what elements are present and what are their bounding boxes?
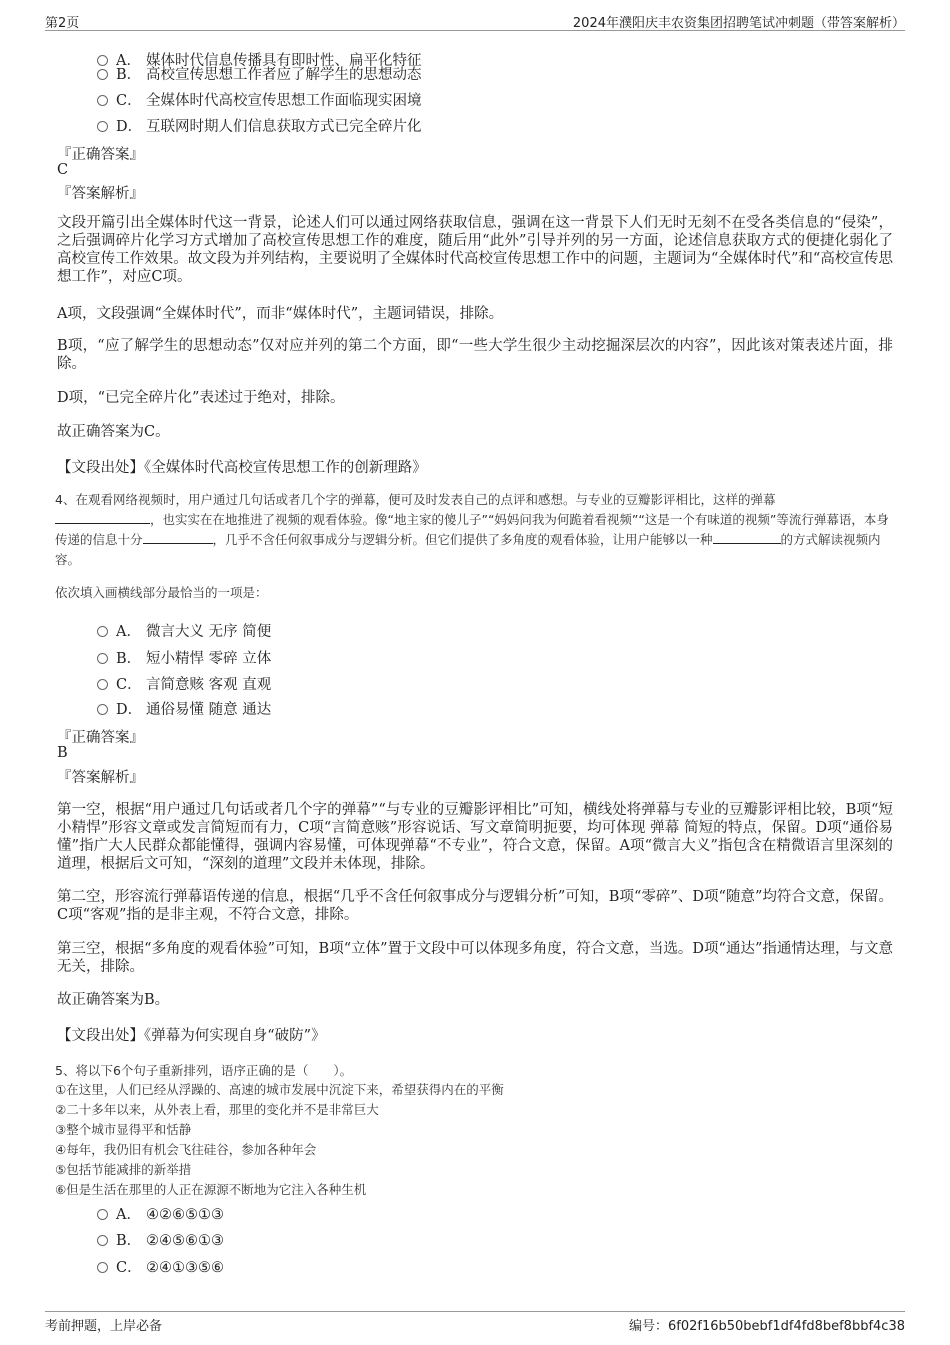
radio-icon[interactable] <box>97 1209 108 1220</box>
radio-icon[interactable] <box>97 69 108 80</box>
document-title: 2024年濮阳庆丰农资集团招聘笔试冲刺题（带答案解析） <box>572 16 905 31</box>
page-number: 第2页 <box>45 16 80 31</box>
q3-analysis-paragraph: A项，文段强调“全媒体时代”，而非“媒体时代”，主题词错误，排除。 <box>57 306 504 322</box>
q5-sentence: ⑥但是生活在那里的人正在源源不断地为它注入各种生机 <box>55 1182 367 1197</box>
q3-option-b[interactable]: B． 高校宣传思想工作者应了解学生的思想动态 <box>97 63 422 84</box>
q3-analysis-paragraph: 文段开篇引出全媒体时代这一背景，论述人们可以通过网络获取信息，强调在这一背景下人们无时无刻不在受各类信息的“侵染”，之后强调碎片化学习方式增加了高校宣传思想工作的难度，随后用“此外”引导并列的另一方面，论述信息获取方式的便捷化弱化了高校宣传工作效果。故文段为并列结构，主要说明了全媒体时代高校宣传思想工作中的问题，主题词为“全媒体时代”和“高校宣传思想工作”，对应C项。 <box>57 215 893 285</box>
option-text: 高校宣传思想工作者应了解学生的思想动态 <box>146 67 422 83</box>
q4-option-b[interactable]: B． 短小精悍 零碎 立体 <box>97 647 271 668</box>
q3-analysis-paragraph: D项，“已完全碎片化”表述过于绝对，排除。 <box>57 390 345 406</box>
q4-answer: B <box>57 745 68 761</box>
option-text: ②④⑤⑥①③ <box>146 1233 224 1249</box>
q5-sentence: ④每年，我仍旧有机会飞往硅谷，参加各种年会 <box>55 1142 317 1157</box>
q4-analysis-paragraph: 故正确答案为B。 <box>57 992 170 1008</box>
radio-icon[interactable] <box>97 653 108 664</box>
q5-sentence: ①在这里，人们已经从浮躁的、高速的城市发展中沉淀下来，希望获得内在的平衡 <box>55 1082 504 1097</box>
option-text: 言简意赅 客观 直观 <box>146 677 272 693</box>
option-text: 全媒体时代高校宣传思想工作面临现实困境 <box>146 93 422 109</box>
option-text: ②④①③⑤⑥ <box>146 1260 224 1276</box>
q5-sentence: ②二十多年以来，从外表上看，那里的变化并不是非常巨大 <box>55 1102 379 1117</box>
q4-source: 【文段出处】《弹幕为何实现自身“破防”》 <box>57 1028 326 1044</box>
q4-option-c[interactable]: C． 言简意赅 客观 直观 <box>97 673 271 694</box>
option-text: 短小精悍 零碎 立体 <box>146 651 272 667</box>
q3-option-a[interactable]: A． 媒体时代信息传播具有即时性、扁平化特征 <box>97 49 422 70</box>
radio-icon[interactable] <box>97 626 108 637</box>
page-footer <box>45 1311 905 1336</box>
q3-analysis-paragraph: 故正确答案为C。 <box>57 424 170 440</box>
radio-icon[interactable] <box>97 704 108 715</box>
radio-icon[interactable] <box>97 1262 108 1273</box>
q5-sentence: ⑤包括节能减排的新举措 <box>55 1162 192 1177</box>
q4-prompt: 依次填入画横线部分最恰当的一项是： <box>55 585 268 600</box>
q4-analysis-paragraph: 第二空，形容流行弹幕语传递的信息，根据“几乎不含任何叙事成分与逻辑分析”可知，B项“零碎”、D项“随意”均符合文意，保留。C项“客观”指的是非主观，不符合文意，排除。 <box>57 889 893 923</box>
fill-blank-1[interactable] <box>55 511 150 524</box>
q4-option-a[interactable]: A． 微言大义 无序 简便 <box>97 620 271 641</box>
q5-stem: 5、将以下6个句子重新排列，语序正确的是（ ）。 <box>55 1063 353 1078</box>
q3-source: 【文段出处】《全媒体时代高校宣传思想工作的创新理路》 <box>57 460 427 476</box>
q4-analysis-paragraph: 第三空，根据“多角度的观看体验”可知，B项“立体”置于文段中可以体现多角度，符合文意，当选。D项“通达”指通情达理，与文意无关，排除。 <box>57 941 893 975</box>
q5-option-b[interactable]: B． ②④⑤⑥①③ <box>97 1229 224 1250</box>
radio-icon[interactable] <box>97 95 108 106</box>
fill-blank-3[interactable] <box>713 531 781 544</box>
q3-analysis-label: 『答案解析』 <box>57 186 144 202</box>
option-text: 通俗易懂 随意 通达 <box>146 702 272 718</box>
radio-icon[interactable] <box>97 121 108 132</box>
q3-answer: C <box>57 162 69 178</box>
q3-analysis-paragraph: B项，“应了解学生的思想动态”仅对应并列的第二个方面，即“一些大学生很少主动挖掘深层次的内容”，因此该对策表述片面，排除。 <box>57 338 893 372</box>
radio-icon[interactable] <box>97 1235 108 1246</box>
option-text: ④②⑥⑤①③ <box>146 1207 224 1223</box>
q4-answer-label: 『正确答案』 <box>57 730 144 746</box>
q4-analysis-paragraph: 第一空，根据“用户通过几句话或者几个字的弹幕”“与专业的豆瓣影评相比”可知，横线处将弹幕与专业的豆瓣影评相比较，B项“短小精悍”形容文章或发言简短而有力，C项“言简意赅”形容说话、写文章简明扼要，均可体现 弹幕 简短的特点，保留。D项“通俗易懂”指广大人民群众都能懂得，强调内容易懂，可体现弹幕“不专业”，符合文意，保留。A项“微言大义”指包含在精微语言里深刻的道理，根据后文可知，“深刻的道理”文段并未体现，排除。 <box>57 802 893 872</box>
q5-sentence: ③整个城市显得平和恬静 <box>55 1122 192 1137</box>
fill-blank-2[interactable] <box>143 531 213 544</box>
page-header <box>45 10 905 31</box>
footer-slogan: 考前押题，上岸必备 <box>45 1319 163 1334</box>
radio-icon[interactable] <box>97 679 108 690</box>
option-text: 互联网时期人们信息获取方式已完全碎片化 <box>146 119 422 135</box>
q3-answer-label: 『正确答案』 <box>57 147 144 163</box>
q5-option-a[interactable]: A． ④②⑥⑤①③ <box>97 1203 224 1224</box>
option-text: 微言大义 无序 简便 <box>146 624 272 640</box>
q4-option-d[interactable]: D． 通俗易懂 随意 通达 <box>97 698 271 719</box>
q4-stem: 4、在观看网络视频时，用户通过几句话或者几个字的弹幕，便可及时发表自己的点评和感想。与专业的豆瓣影评相比，这样的弹幕 ，也实实在在地推进了视频的观看体验。像“地主家的傻儿子”“妈妈问我为何跪着看视频”“这是一个有味道的视频”等流行弹幕语，本身传递的信息十分 ，几乎不含任何叙事成分与逻辑分析。但它们提供了多角度的观看体验，让用户能够以一种 的方式解读视频内容。 <box>55 492 889 567</box>
q3-option-d[interactable]: D． 互联网时期人们信息获取方式已完全碎片化 <box>97 115 422 136</box>
q4-analysis-label: 『答案解析』 <box>57 770 144 786</box>
q5-option-c[interactable]: C． ②④①③⑤⑥ <box>97 1256 224 1277</box>
q3-option-c[interactable]: C． 全媒体时代高校宣传思想工作面临现实困境 <box>97 89 422 110</box>
option-text: 媒体时代信息传播具有即时性、扁平化特征 <box>146 53 422 69</box>
document-id: 编号：6f02f16b50bebf1df4fd8bef8bbf4c38 <box>629 1319 905 1334</box>
